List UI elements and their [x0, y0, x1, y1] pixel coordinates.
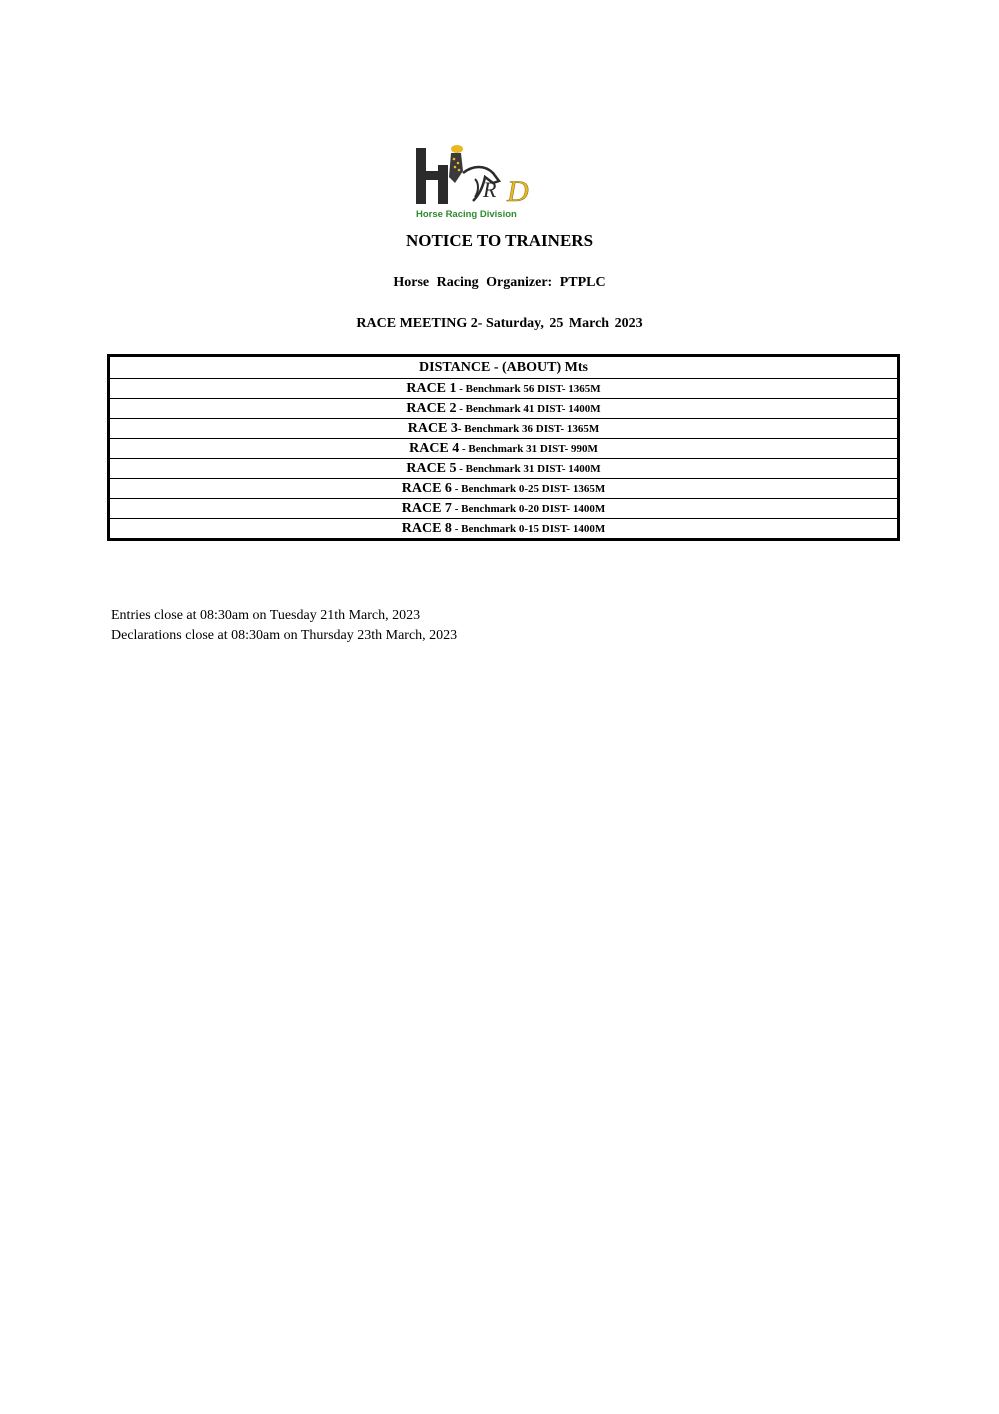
- race-detail: - Benchmark 0-20 DIST- 1400M: [451, 503, 606, 515]
- race-name: RACE 6: [401, 481, 452, 496]
- table-header: DISTANCE - (ABOUT) Mts: [109, 356, 899, 379]
- entries-close-text: Entries close at 08:30am on Tuesday 21th March, 2023: [111, 608, 421, 623]
- race-cell: [109, 499, 899, 519]
- race-cell: [109, 519, 899, 540]
- race-name: RACE 8: [401, 521, 452, 536]
- race-name: RACE 1: [406, 381, 457, 396]
- race-name: RACE 4: [409, 441, 460, 456]
- race-cell: [109, 479, 899, 499]
- table-row: [109, 379, 899, 399]
- race-detail: - Benchmark 56 DIST- 1365M: [456, 383, 601, 395]
- meeting-date: Saturday, 25 March 2023: [485, 316, 643, 331]
- race-cell: [109, 439, 899, 459]
- race-distance-table: [107, 354, 900, 541]
- race-detail: - Benchmark 41 DIST- 1400M: [456, 403, 601, 415]
- svg-text:R: R: [483, 177, 497, 202]
- meeting-line: [0, 316, 999, 332]
- table-row: [109, 459, 899, 479]
- hrd-logo: [413, 143, 543, 223]
- race-name: RACE 3: [407, 421, 458, 436]
- logo-caption: Horse Racing Division: [416, 209, 517, 220]
- race-detail: - Benchmark 0-25 DIST- 1365M: [451, 483, 606, 495]
- race-name: RACE 7: [401, 501, 452, 516]
- race-detail: - Benchmark 31 DIST- 1400M: [456, 463, 601, 475]
- race-name: RACE 5: [406, 461, 457, 476]
- closing-notes: [111, 606, 457, 646]
- race-detail: - Benchmark 31 DIST- 990M: [459, 443, 598, 455]
- race-cell: [109, 419, 899, 439]
- meeting-prefix: RACE MEETING 2-: [356, 316, 486, 331]
- table-row: [109, 439, 899, 459]
- race-cell: [109, 399, 899, 419]
- organizer-line: Horse Racing Organizer: PTPLC: [393, 275, 606, 290]
- table-row: [109, 419, 899, 439]
- declarations-close-text: Declarations close at 08:30am on Thursday 23th March, 2023: [111, 628, 458, 643]
- table-row: [109, 479, 899, 499]
- race-detail: - Benchmark 36 DIST- 1365M: [457, 423, 600, 435]
- race-cell: [109, 379, 899, 399]
- table-row: [109, 399, 899, 419]
- notice-title: NOTICE TO TRAINERS: [405, 231, 594, 250]
- race-detail: - Benchmark 0-15 DIST- 1400M: [451, 523, 606, 535]
- race-cell: [109, 459, 899, 479]
- table-row: [109, 499, 899, 519]
- table-header-row: [109, 356, 899, 379]
- race-name: RACE 2: [406, 401, 457, 416]
- svg-text:D: D: [507, 175, 529, 208]
- horse-jockey-logo-icon: [413, 143, 543, 209]
- table-row: [109, 519, 899, 540]
